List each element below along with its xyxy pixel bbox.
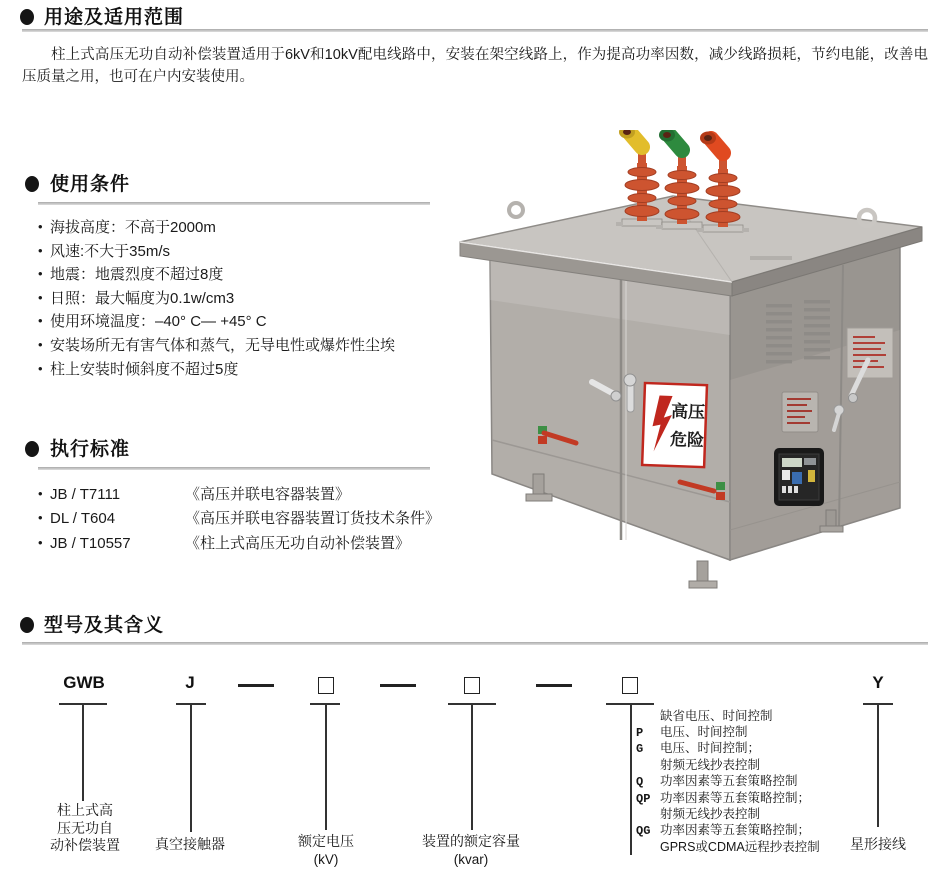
- controller-display: [774, 448, 824, 506]
- purpose-title: 用途及适用范围: [44, 7, 185, 28]
- bullet-icon: •: [38, 266, 43, 282]
- bullet-icon: •: [38, 510, 43, 526]
- section-bullet-icon: [25, 176, 39, 192]
- section-divider: [38, 202, 430, 205]
- section-divider: [22, 642, 928, 645]
- standard-row: [38, 506, 468, 530]
- warning-text-bottom: 危险: [669, 429, 705, 451]
- section-bullet-icon: [25, 441, 39, 457]
- high-voltage-warning-sign: [642, 383, 707, 467]
- connector-line: [471, 703, 473, 830]
- list-item: • 柱上安装时倾斜度不超过5度: [38, 358, 438, 382]
- bullet-icon: •: [38, 219, 43, 234]
- bullet-icon: •: [38, 336, 43, 352]
- label-capacity: 装置的额定容量 (kvar): [422, 833, 520, 867]
- model-title: 型号及其含义: [44, 615, 165, 636]
- equipment-photo: [430, 130, 950, 600]
- option-row: P 电压、时间控制: [636, 724, 748, 740]
- list-item: • 海拔高度：不高于2000m: [38, 216, 438, 240]
- list-item: • 安装场所无有害气体和蒸气，无导电性或爆炸性尘埃: [38, 334, 438, 358]
- bullet-icon: •: [38, 486, 43, 501]
- label-series: 柱上式高 压无功自 动补偿装置: [50, 802, 120, 853]
- standard-name: 《高压并联电容器装置订货技术条件》: [185, 510, 441, 528]
- standard-code: JB / T7111: [50, 486, 121, 503]
- bullet-icon: •: [38, 360, 43, 376]
- usage-list: [38, 216, 438, 381]
- standard-row: [38, 482, 468, 506]
- warning-text-top: 高压: [670, 401, 706, 423]
- purpose-paragraph: 柱上式高压无功自动补偿装置适用于6kV和10kV配电线路中，安装在架空线路上，作为提高功率因数，减少线路损耗，节约电能，改善电压质量之用，也可在户内安装使用。: [22, 47, 928, 85]
- list-item: • 使用环境温度：–40° C— +45° C: [38, 310, 438, 334]
- dash-separator: [238, 684, 274, 687]
- usage-title: 使用条件: [50, 174, 131, 195]
- model-box-placeholder: [464, 677, 480, 694]
- label-voltage: 额定电压 (kV): [298, 833, 354, 867]
- standard-name: 《高压并联电容器装置》: [185, 486, 351, 503]
- standards-list: [38, 482, 468, 555]
- bullet-icon: •: [38, 289, 43, 305]
- section-bullet-icon: [20, 617, 34, 633]
- option-row: Q 功率因素等五套策略控制: [636, 773, 798, 789]
- standard-name: 《柱上式高压无功自动补偿装置》: [185, 534, 411, 552]
- standard-code: JB / T10557: [50, 534, 131, 552]
- list-item: • 风速:不大于35m/s: [38, 240, 438, 264]
- option-row: QP 功率因素等五套策略控制；: [636, 790, 811, 806]
- section-divider: [22, 29, 928, 32]
- connector-line: [325, 703, 327, 830]
- label-control-options: [636, 709, 896, 855]
- standards-title: 执行标准: [50, 439, 131, 460]
- list-item: • 地震：地震烈度不超过8度: [38, 263, 438, 287]
- label-contactor: 真空接触器: [155, 836, 225, 852]
- dash-separator: [380, 684, 416, 687]
- model-code-wiring: Y: [872, 673, 884, 692]
- option-row: 缺省电压、时间控制: [660, 709, 773, 723]
- connector-line: [82, 703, 84, 801]
- model-box-placeholder: [318, 677, 334, 694]
- dash-separator: [536, 684, 572, 687]
- option-row: 射频无线抄表控制: [660, 807, 761, 822]
- option-row: GPRS或CDMA远程抄表控制: [660, 839, 820, 854]
- connector-line: [630, 703, 632, 855]
- standard-code: DL / T604: [50, 510, 116, 528]
- option-row: 射频无线抄表控制: [660, 758, 761, 773]
- label-wiring: 星形接线: [850, 836, 906, 852]
- option-row: G 电压、时间控制；: [636, 741, 761, 757]
- connector-line: [190, 703, 192, 832]
- model-box-placeholder: [622, 677, 638, 694]
- standard-row: [38, 531, 468, 555]
- model-code-contactor: J: [185, 673, 195, 692]
- bullet-icon: •: [38, 242, 43, 258]
- bullet-icon: •: [38, 313, 43, 329]
- section-divider: [38, 467, 430, 470]
- option-row: QG 功率因素等五套策略控制；: [636, 822, 811, 838]
- model-code-series: GWB: [63, 673, 105, 692]
- bullet-icon: •: [38, 534, 43, 550]
- list-item: • 日照：最大幅度为0.1w/cm3: [38, 287, 438, 311]
- section-bullet-icon: [20, 9, 34, 25]
